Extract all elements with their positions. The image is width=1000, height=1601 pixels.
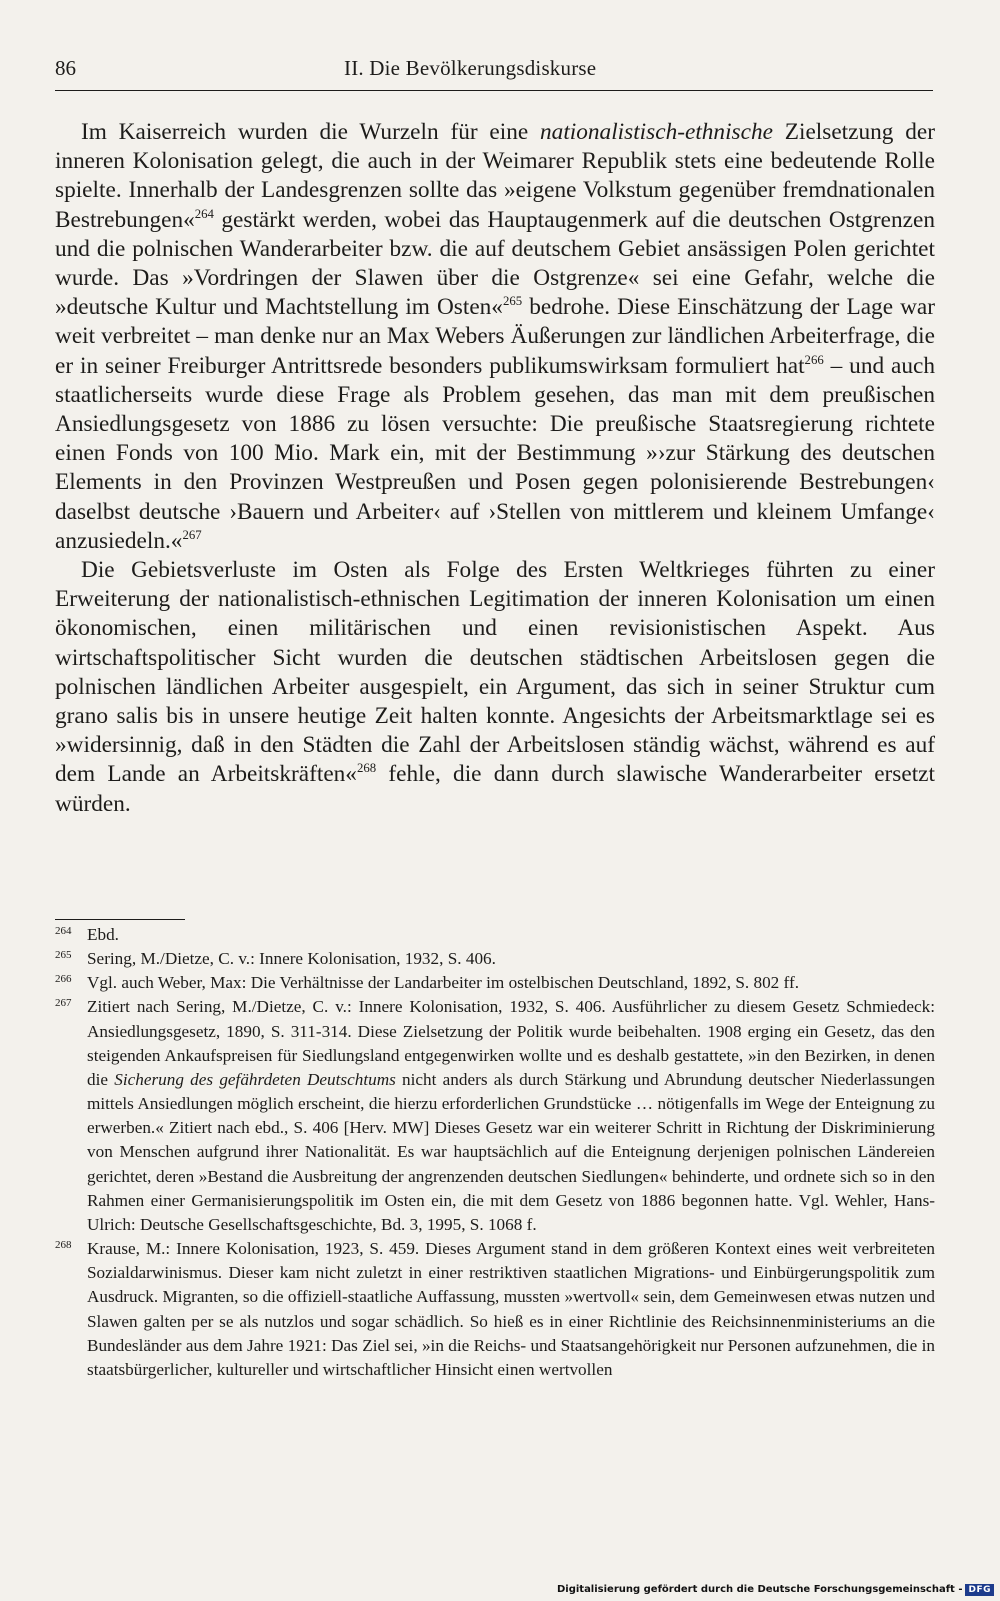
paragraph-1: [55, 118, 935, 556]
footnote-separator: [55, 919, 185, 920]
footnotes: [55, 923, 935, 1382]
footnote-number: 267: [55, 997, 72, 1010]
footnote-text: Ebd.: [87, 925, 119, 944]
running-head-title: II. Die Bevölkerungsdiskurse: [344, 56, 597, 80]
footnote-ref-266[interactable]: 266: [804, 352, 824, 367]
digitization-note: Digitalisierung gefördert durch die Deutsche Forschungsgemeinschaft -: [556, 1584, 963, 1595]
footnote-ref-264[interactable]: 264: [194, 206, 214, 221]
paragraph-2: [55, 556, 935, 819]
main-text: [55, 118, 935, 819]
footnote-ref-267[interactable]: 267: [182, 527, 202, 542]
footnote-number: 265: [55, 949, 72, 962]
dfg-logo: DFG: [965, 1584, 994, 1596]
footnote-ref-265[interactable]: 265: [502, 294, 523, 308]
footnote-text: Krause, M.: Innere Kolonisation, 1923, S. 459. Dieses Argument stand in dem größeren Kontext eines weit verbreiteten Sozialdarwinismus. Dieser kam nicht zuletzt in einer restriktiven staatlichen Migrations- und Einbürgerungspolitik zum Ausdruck. Migranten, so die offiziell-staatliche Auffassung, mussten »wertvoll« sein, dem Gemeinwesen etwas nutzen und Slawen galten per se als nutzlos und sogar schädlich. So hieß es in einer Richtlinie des Reichsinnenministeriums an die Bundesländer aus dem Jahre 1921: Das Ziel sei, »in die Reichs- und Staatsangehörigkeit nur Personen aufzunehmen, die in staatsbürgerlicher, kultureller und wirtschaftlicher Hinsicht einen wertvollen: [87, 1239, 935, 1379]
footnote-text: Vgl. auch Weber, Max: Die Verhältnisse der Landarbeiter im ostelbischen Deutschland, 1892, S. 802 ff.: [87, 973, 799, 993]
running-header: [55, 56, 933, 91]
footnote-267: [55, 995, 935, 1237]
page-number: 86: [55, 56, 76, 80]
footnote-266: [55, 971, 935, 995]
footnote-number: 266: [55, 973, 72, 986]
footnote-emphasis: Sicherung des gefährdeten Deutschtums: [114, 1069, 396, 1089]
paragraph-1-text-c: Zielsetzung der inneren Kolonisation gelegt, die auch in der Weimarer Republik stets eine bedeutende Rolle spielte. Innerhalb der Landesgrenzen sollte das »eigene Volkstum gegenüber fremdnationalen Bestrebungen«: [55, 119, 935, 233]
paragraph-1-emphasis: nationalistisch-ethnische: [540, 119, 773, 145]
paragraph-1-text-a: Im Kaiserreich wurden die Wurzeln für eine: [81, 119, 541, 145]
paragraph-1-text-d: gestärkt werden, wobei das Hauptaugenmerk auf die deutschen Ostgrenzen und die polnischen Wanderarbeiter bzw. die auf deutschem Gebiet ansässigen Polen gerichtet wurde. Das »Vordringen der Slawen über die Ostgrenze« sei eine Gefahr, welche die »deutsche Kultur und Machtstellung im Osten«: [55, 206, 935, 321]
footnote-text: Sering, M./Dietze, C. v.: Innere Kolonisation, 1932, S. 406.: [87, 949, 496, 969]
footnote-268: [55, 1237, 935, 1382]
paragraph-2-text-a: Die Gebietsverluste im Osten als Folge des Ersten Weltkrieges führten zu einer Erweiterung der nationalistisch-ethnischen Legitimation der inneren Kolonisation um einen ökonomischen, einen militärischen und einen revisionistischen Aspekt. Aus wirtschaftspolitischer Sicht wurden die deutschen städtischen Arbeitslosen gegen die polnischen ländlichen Arbeiter ausgespielt, ein Argument, das sich in seiner Struktur cum grano salis bis in unsere heutige Zeit halten konnte. Angesichts der Arbeitsmarktlage sei es »widersinnig, daß in den Städten die Zahl der Arbeitslosen ständig wächst, während es auf dem Lande an Arbeitskräften«: [55, 557, 935, 788]
footnote-number: 264: [55, 925, 72, 937]
footnote-text-c: nicht anders als durch Stärkung und Abrundung deutscher Niederlassungen mittels Ansiedlungen möglich erscheint, die hierzu erforderlichen Grundstücke … nötigenfalls im Wege der Enteignung zu erwerben.« Zitiert nach ebd., S. 406 [Herv. MW] Dieses Gesetz war ein weiterer Schritt in Richtung der Diskriminierung von Menschen aufgrund ihrer Nationalität. Es war hauptsächlich auf die Enteignung derjenigen polnischen Ländereien gerichtet, deren »Bestand die Ausbreitung der angrenzenden deutschen Siedlungen« behinderte, und ordnete sich so in den Rahmen einer Germanisierungspolitik im Osten ein, die mit dem Gesetz von 1886 begonnen hatte. Vgl. Wehler, Hans-Ulrich: Deutsche Gesellschaftsgeschichte, Bd. 3, 1995, S. 1068 f.: [87, 1069, 935, 1234]
footnote-265: [55, 947, 935, 971]
footnote-ref-268[interactable]: 268: [356, 761, 377, 776]
paragraph-1-text-e: bedrohe. Diese Einschätzung der Lage war weit verbreitet – man denke nur an Max Webers Äußerungen zur ländlichen Arbeiterfrage, die er in seiner Freiburger Antrittsrede besonders publikumswirksam formuliert hat: [55, 294, 935, 379]
paragraph-1-text-f: – und auch staatlicherseits wurde diese Frage als Problem gesehen, das man mit dem preußischen Ansiedlungsgesetz von 1886 zu lösen versuchte: Die preußische Staatsregierung richtete einen Fonds von 100 Mio. Mark ein, mit der Bestimmung »›zur Stärkung des deutschen Elements in den Provinzen Westpreußen und Posen gegen polonisierende Bestrebungen‹ daselbst deutsche ›Bauern und Arbeiter‹ auf ›Stellen von mittlerem und kleinem Umfange‹ anzusiedeln.«: [55, 352, 935, 554]
footnote-number: 268: [55, 1239, 72, 1252]
footnote-text-a: Zitiert nach Sering, M./Dietze, C. v.: Innere Kolonisation, 1932, S. 406. Ausführlicher zu diesem Gesetz Schmiedeck: Ansiedlungsgesetz, 1890, S. 311-314. Diese Zielsetzung der Politik wurde beibehalten. 1908 erging ein Gesetz, das den steigenden Ankaufspreisen für Siedlungsland entgegenwirken wollte und es deshalb gestattete, »in den Bezirken, in denen die: [87, 997, 935, 1089]
paragraph-2-text-b: fehle, die dann durch slawische Wanderarbeiter ersetzt würden.: [55, 761, 935, 817]
footnote-264: [55, 923, 935, 947]
digitization-credit: [557, 1584, 994, 1596]
